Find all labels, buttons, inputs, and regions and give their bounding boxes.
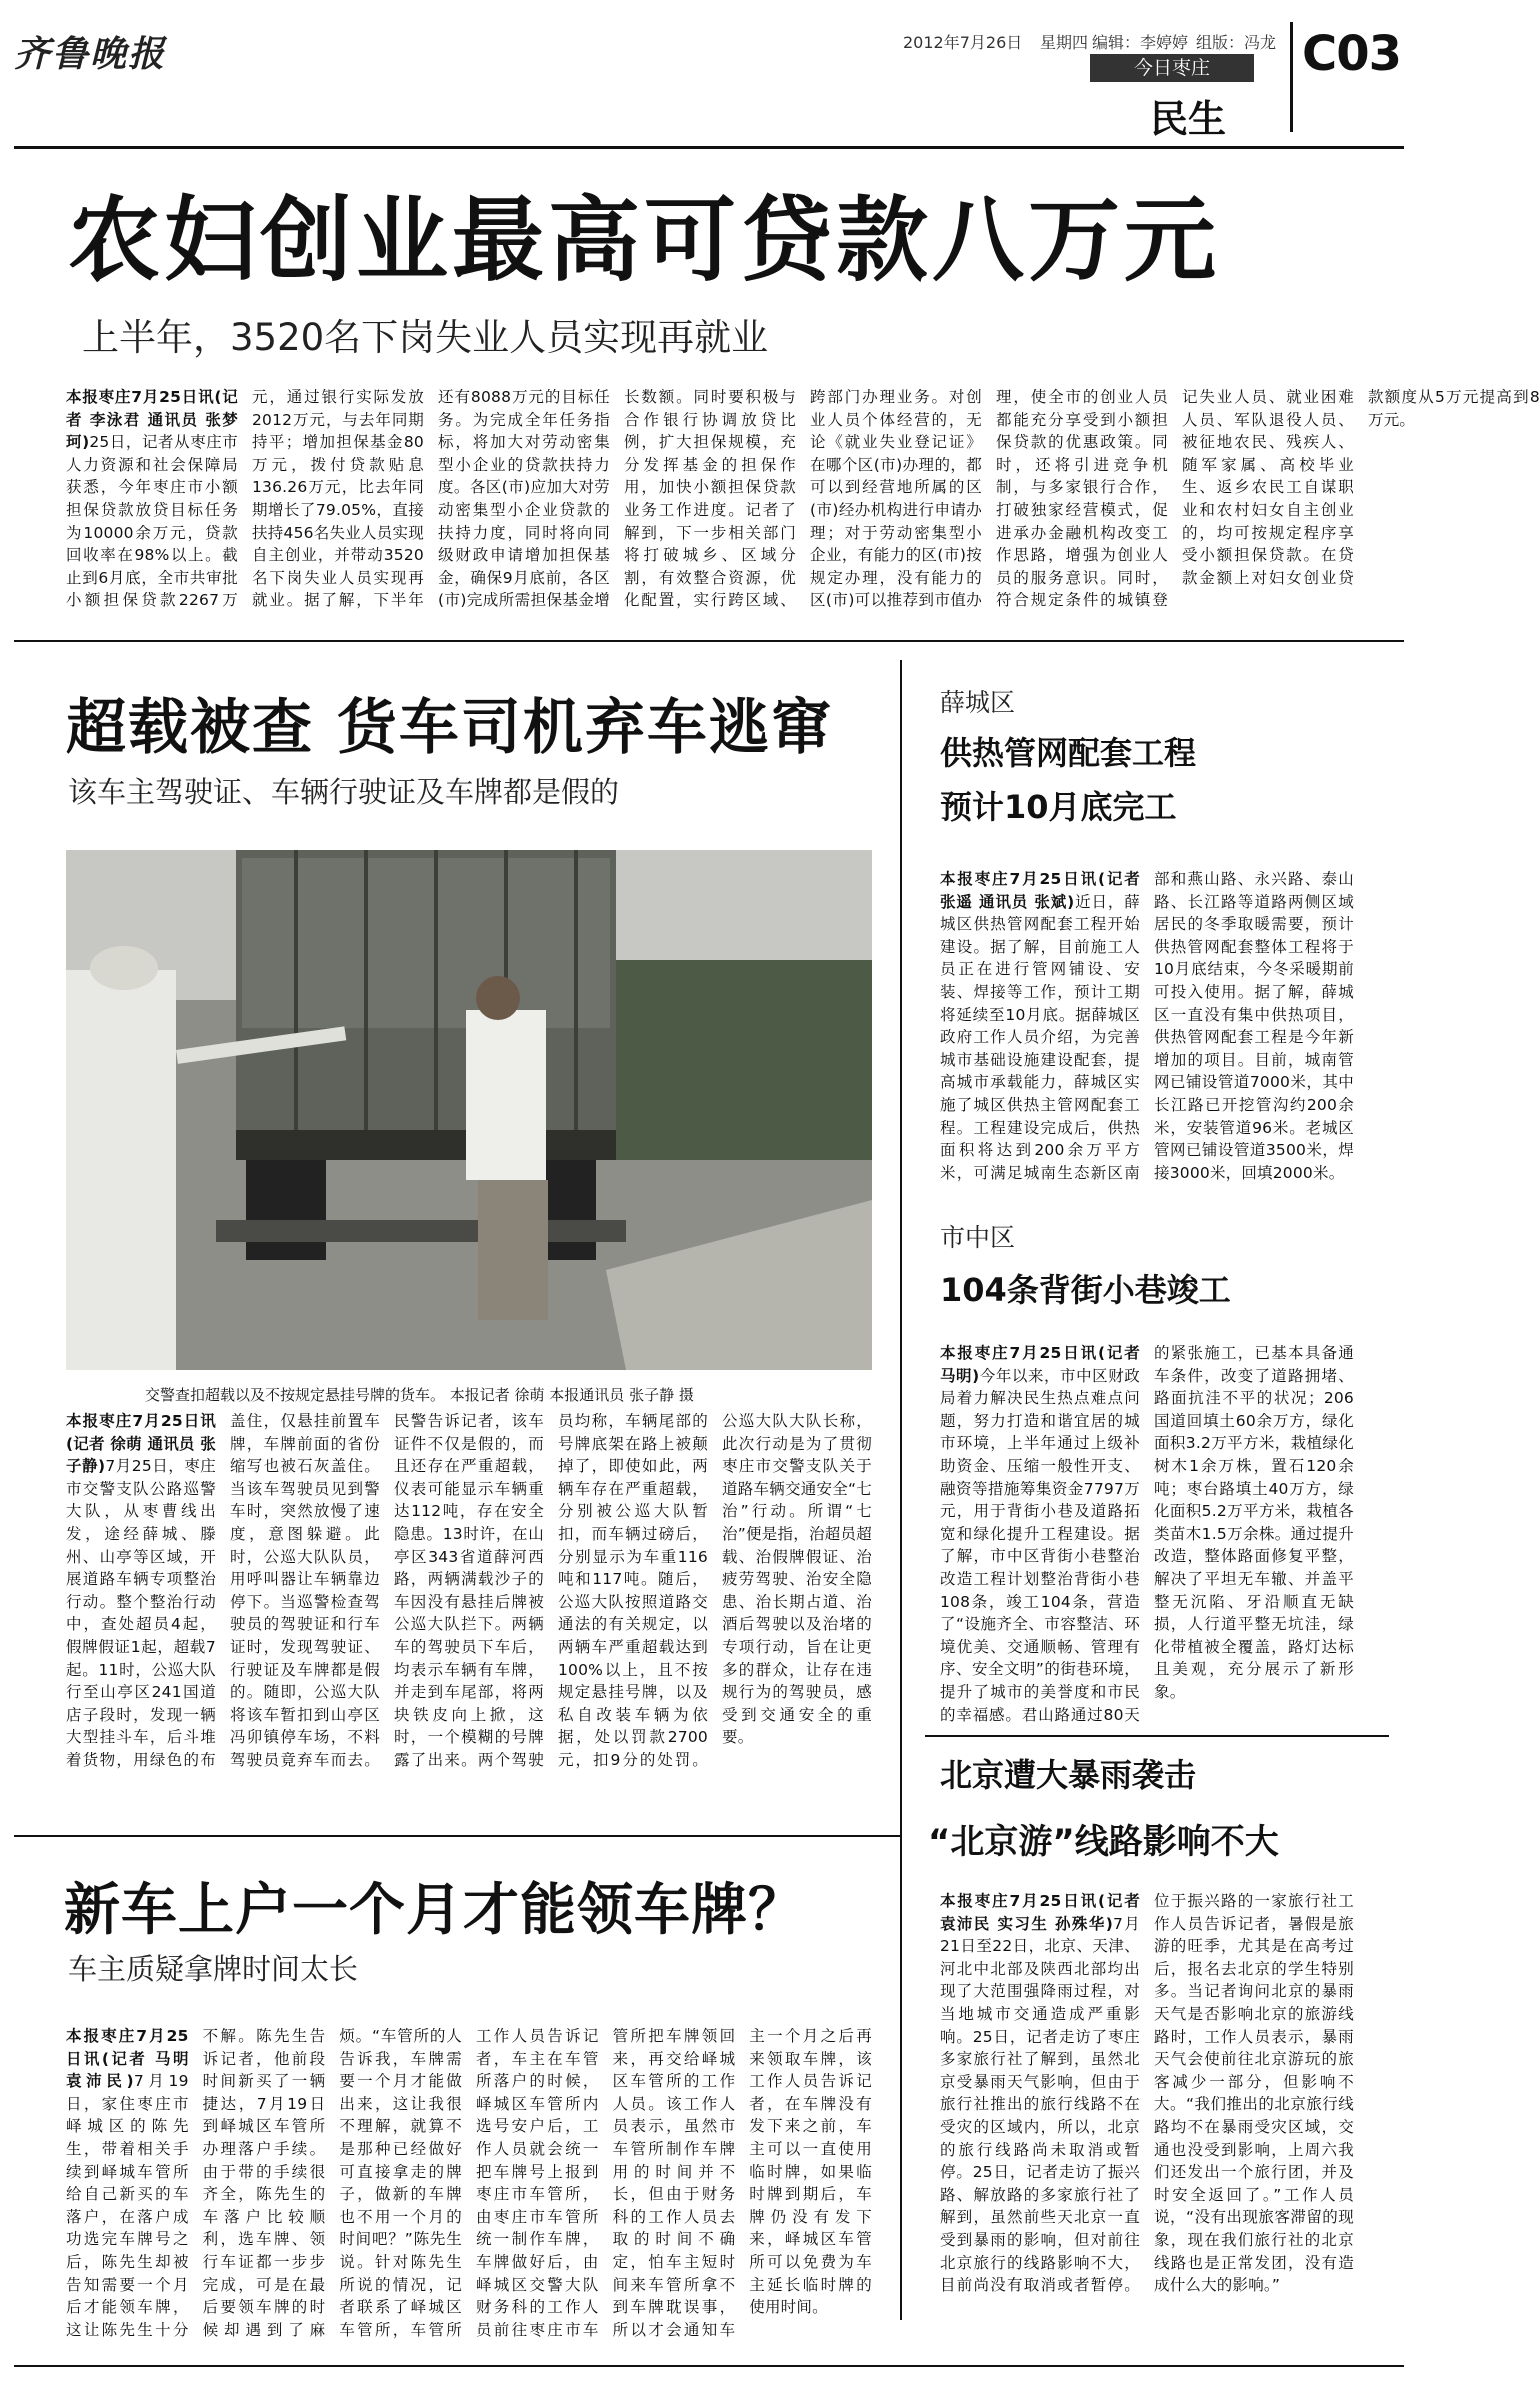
layout-credit: 组版：冯龙 xyxy=(1196,33,1277,52)
heating-headline-line2: 预计10月底完工 xyxy=(940,788,1177,826)
alleys-region: 市中区 xyxy=(940,1223,1016,1252)
lead-body: 25日，记者从枣庄市人力资源和社会保障局获悉，今年枣庄市小额担保贷款放贷目标任务为10000余万元，贷款回收率在98%以上。截止到6月底，全市共审批小额担保贷款2267万元，通过银行实际发放2012万元，与去年同期持平；增加担保基金80万元，拨付贷款贴息136.26万元，比去年同期增长了79.05%，直接扶持456名失业人员实现自主创业，并带动3520名下岗失业人员实现再就业。据了解，下半年还有8088万元的目标任务。为完成全年任务指标，将加大对劳动密集型小企业的贷款扶持力度。各区(市)应加大对劳动密集型小企业贷款的扶持力度，同时将向同级财政申请增加担保基金，确保9月底前，各区(市)完成所需担保基金增长数额。同时要积极与合作银行协调放贷比例，扩大担保规模，充分发挥基金的担保作用，加快小额担保贷款业务工作进度。记者了解到，下一步相关部门将打破城乡、区域分割，有效整合资源，优化配置，实行跨区域、跨部门办理业务。对创业人员个体经营的，无论《就业失业登记证》在哪个区(市)办理的，都可以到经营地所属的区(市)经办机构进行申请办理；对于劳动密集型小企业，有能力的区(市)按规定办理，没有能力的区(市)可以推荐到市值办理，使全市的创业人员都能充分享受到小额担保贷款的优惠政策。同时，还将引进竞争机制，与多家银行合作，打破独家经营模式，促进承办金融机构改变工作思路，增强为创业人员的服务意识。同时，符合规定条件的城镇登记失业人员、就业困难人员、军队退役人员、被征地农民、残疾人、随军家属、高校毕业生、返乡农民工自谋职业和农村妇女自主创业的，均可按规定程序享受小额担保贷款。在贷款金额上对妇女创业贷款额度从5万元提高到8万元。 xyxy=(66,388,1540,610)
truck-photo-caption: 交警查扣超载以及不按规定悬挂号牌的货车。 本报记者 徐萌 本报通讯员 张子静 摄 xyxy=(145,1386,694,1404)
editor-credit: 编辑：李婷婷 xyxy=(1092,33,1189,52)
alleys-headline: 104条背街小巷竣工 xyxy=(940,1271,1231,1309)
heating-headline-line1: 供热管网配套工程 xyxy=(940,734,1197,772)
page-number: C03 xyxy=(1302,26,1402,82)
alleys-bottom-rule xyxy=(925,1735,1389,1737)
paper-logo: 齐鲁晚报 xyxy=(14,33,167,75)
truck-photo xyxy=(66,850,872,1370)
beijing-body: 7月21日至22日，北京、天津、河北中北部及陕西北部均出现了大范围强降雨过程，对当地城市交通造成严重影响。25日，记者走访了枣庄多家旅行社了解到，虽然北京受暴雨天气影响，但由于旅行社推出的旅行线路不在受灾的区域内，所以，北京的旅行线路尚未取消或暂停。25日，记者走访了振兴路、解放路的多家旅行社了解到，虽然前些天北京一直受到暴雨的影响，但对前往北京旅行的线路影响不大，目前尚没有取消或者暂停。位于振兴路的一家旅行社工作人员告诉记者，暑假是旅游的旺季，尤其是在高考过后，报名去北京的学生特别多。当记者询问北京的暴雨天气是否影响北京的旅游线路时，工作人员表示，暴雨天气会使前往北京游玩的旅客减少一部分，但影响不大。“我们推出的北京旅行线路均不在暴雨受灾区域，交通也没受到影响，上周六我们还发出一个旅行团，并及时安全返回了。”工作人员说，“没有出现旅客滞留的现象，现在我们旅行社的北京线路也是正常发团，没有造成什么大的影响。” xyxy=(940,1892,1354,2295)
truck-photo-image xyxy=(66,850,872,1370)
lead-bottom-rule xyxy=(14,640,1404,642)
issue-date: 2012年7月26日 xyxy=(903,33,1023,52)
plates-body: 7月19日，家住枣庄市峄城区的陈先生，带着相关手续到峄城车管所给自己新买的车落户，在落户成功选完车牌号之后，陈先生却被告知需要一个月后才能领车牌，这让陈先生十分不解。陈先生告诉记者，他前段时间新买了一辆捷达，7月19日到峄城区车管所办理落户手续。由于带的手续很齐全，陈先生的车落户比较顺利，选车牌、领行车证都一步步完成，可是在最后要领车牌的时候却遇到了麻烦。“车管所的人告诉我，车牌需要一个月才能做出来，这让我很不理解，就算不是那种已经做好可直接拿走的牌子，做新的车牌也不用一个月的时间吧？”陈先生说。针对陈先生所说的情况，记者联系了峄城区车管所，车管所工作人员告诉记者，车主在车管所落户的时候，峄城区车管所内选号安户后，工作人员就会统一把车牌号上报到枣庄市车管所，由枣庄市车管所统一制作车牌，车牌做好后，由峄城区交警大队财务科的工作人员前往枣庄市车管所把车牌领回来，再交给峄城区车管所的工作人员。该工作人员表示，虽然市车管所制作车牌用的时间并不长，但由于财务科的工作人员去取的时间不确定，怕车主短时间来车管所拿不到车牌耽误事，所以才会通知车主一个月之后再来领取车牌，该工作人员告诉记者，在车牌没有发下来之前，车主可以一直使用临时牌，如果临时牌到期后，车牌仍没有发下来，峄城区车管所可以免费为车主延长临时牌的使用时间。 xyxy=(66,2027,872,2339)
lead-column-1 xyxy=(66,386,1540,628)
alleys-body: 今年以来，市中区财政局着力解决民生热点难点问题，努力打造和谐宜居的城市环境，上半年通过上级补助资金、压缩一般性开支、融资等措施筹集资金7797万元，用于背街小巷及道路拓宽和绿化提升工程建设。据了解，市中区背街小巷整治改造工程计划整治背街小巷108条，竣工104条，营造了“设施齐全、市容整洁、环境优美、交通顺畅、管理有序、安全文明”的街巷环境，提升了城市的美誉度和市民的幸福感。君山路通过80天的紧张施工，已基本具备通车条件，改变了道路拥堵、路面抗洼不平的状况；206国道回填土60余万方，绿化面积3.2万平方米，栽植绿化树木1余万株，置石120余吨；枣台路填土40万方，绿化面积5.2万平方米，栽植各类苗木1.5万余株。通过提升改造，整体路面修复平整，解决了平坦无车辙、并盖平整无沉陷、牙沿顺直无缺损，人行道平整无坑洼，绿化带植被全覆盖，路灯达标且美观，充分展示了新形象。 xyxy=(940,1344,1354,1724)
lead-subhead: 上半年，3520名下岗失业人员实现再就业 xyxy=(82,316,769,359)
truck-subhead: 该车主驾驶证、车辆行驶证及车牌都是假的 xyxy=(68,775,620,809)
heating-region: 薛城区 xyxy=(940,688,1016,717)
beijing-headline-line2: “北京游”线路影响不大 xyxy=(928,1822,1279,1862)
truck-bottom-rule xyxy=(14,1835,900,1837)
truck-body: 7月25日，枣庄市交警支队公路巡警大队，从枣曹线出发，途经薛城、滕州、山亭等区域，开展道路车辆专项整治行动。整个整治行动中，查处超员4起，假牌假证1起，超载7起。11时，公巡大队行至山亭区241国道店子段时，发现一辆大型挂斗车，后斗堆着货物，用绿色的布盖住，仅悬挂前置车牌，车牌前面的省份缩写也被石灰盖住。当该车驾驶员见到警车时，突然放慢了速度，意图躲避。此时，公巡大队队员，用呼叫器让车辆靠边停下。当巡警检查驾驶员的驾驶证和行车证时，发现驾驶证、行驶证及车牌都是假的。随即，公巡大队将该车暂扣到山亭区冯卯镇停车场，不料驾驶员竟弃车而去。民警告诉记者，该车证件不仅是假的，而且还存在严重超载，仪表可能显示车辆重达112吨，存在安全隐患。13时许，在山亭区343省道薛河西路，两辆满载沙子的车因没有悬挂后牌被公巡大队拦下。两辆车的驾驶员下车后，均表示车辆有车牌，并走到车尾部，将两块铁皮向上掀，这时，一个模糊的号牌露了出来。两个驾驶员均称，车辆尾部的号牌底架在路上被颠掉了，即使如此，两辆车存在严重超载，分别被公巡大队暂扣，而车辆过磅后，分别显示为车重116吨和117吨。随后，公巡大队按照道路交通法的有关规定，以两辆车严重超载达到100%以上，且不按规定悬挂号牌，以及私自改装车辆为依据，处以罚款2700元，扣9分的处罚。公巡大队大队长称，此次行动是为了贯彻枣庄市交警支队关于道路车辆交通安全“七治”行动。所谓“七治”便是指，治超员超载、治假牌假证、治疲劳驾驶、治安全隐患、治长期占道、治酒后驾驶以及治堵的专项行动，旨在让更多的群众，让存在违规行为的驾驶员，感受到交通安全的重要。 xyxy=(66,1412,872,1769)
alleys-byline: 本报枣庄7月25日讯(记者 马明) xyxy=(940,1344,1140,1385)
lead-byline: 本报枣庄7月25日讯(记者 李泳君 通讯员 张梦珂) xyxy=(66,388,238,452)
beijing-byline: 本报枣庄7月25日讯(记者 袁沛民 实习生 孙殊华) xyxy=(940,1892,1140,1933)
heating-article xyxy=(940,868,1354,1208)
heating-byline: 本报枣庄7月25日讯(记者 张遥 通讯员 张斌) xyxy=(940,870,1140,911)
plates-headline: 新车上户一个月才能领车牌？ xyxy=(64,1878,805,1943)
beijing-headline-line1: 北京遭大暴雨袭击 xyxy=(940,1756,1197,1794)
masthead-divider xyxy=(1290,22,1293,132)
middle-vertical-rule xyxy=(900,660,902,2320)
plates-article xyxy=(66,2025,872,2345)
plates-byline: 本报枣庄7月25日讯(记者 马明 袁沛民) xyxy=(66,2027,189,2091)
lead-article xyxy=(66,386,1540,628)
section-label: 今日枣庄 xyxy=(1090,54,1254,82)
topic-label: 民生 xyxy=(1150,97,1227,141)
masthead xyxy=(0,0,1417,148)
truck-article xyxy=(66,1410,872,1822)
issue-weekday: 星期四 xyxy=(1040,33,1089,52)
lead-headline: 农妇创业最高可贷款八万元 xyxy=(68,187,1221,294)
truck-byline: 本报枣庄7月25日讯(记者 徐萌 通讯员 张子静) xyxy=(66,1412,216,1476)
beijing-article xyxy=(940,1890,1354,2340)
plates-subhead: 车主质疑拿牌时间太长 xyxy=(68,1952,359,1986)
alleys-article xyxy=(940,1342,1354,1748)
heating-body: 近日，薛城区供热管网配套工程开始建设。据了解，目前施工人员正在进行管网铺设、安装、焊接等工作，预计工期将延续至10月底。据薛城区政府工作人员介绍，为完善城市基础设施建设配套，提高城市承载能力，薛城区实施了城区供热主管网配套工程。工程建设完成后，供热面积将达到200余万平方米，可满足城南生态新区南部和燕山路、永兴路、泰山路、长江路等道路两侧区域居民的冬季取暖需要，预计供热管网配套整体工程将于10月底结束，今冬采暖期前可投入使用。据了解，薛城区一直没有集中供热项目，供热管网配套工程是今年新增加的项目。目前，城南管网已铺设管道7000米，其中长江路已开挖管沟约200余米，安装管道96米。老城区管网已铺设管道3500米，焊接3000米，回填2000米。 xyxy=(940,870,1354,1182)
truck-headline: 超载被查 货车司机弃车逃窜 xyxy=(66,693,833,763)
bottom-rule xyxy=(14,2365,1404,2367)
top-rule xyxy=(14,146,1404,149)
